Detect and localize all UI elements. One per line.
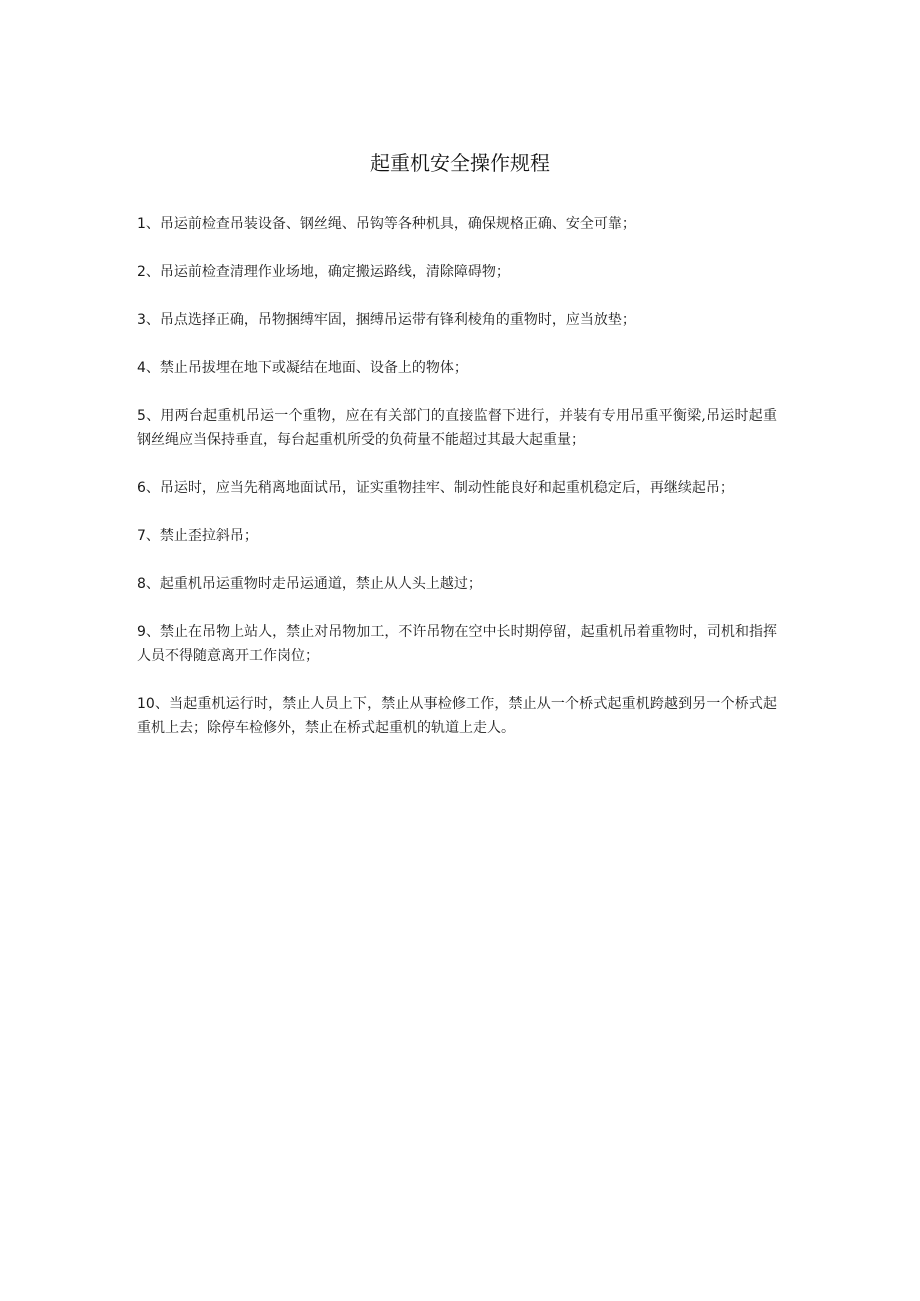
rule-number: 10 [137, 696, 155, 712]
rule-text: 、吊点选择正确，吊物捆缚牢固，捆缚吊运带有锋利棱角的重物时，应当放垫； [145, 312, 636, 328]
rule-text: 、吊运前检查清理作业场地，确定搬运路线，清除障碍物； [145, 264, 510, 280]
rule-number: 7 [137, 528, 146, 544]
rule-number: 8 [137, 576, 146, 592]
rule-number: 9 [137, 624, 146, 640]
rule-item-6 [137, 476, 777, 500]
rule-text: 、当起重机运行时，禁止人员上下，禁止从事检修工作，禁止从一个桥式起重机跨越到另一个桥式起重机上去；除停车检修外，禁止在桥式起重机的轨道上走人。 [137, 696, 777, 736]
rule-text: 、吊运前检查吊装设备、钢丝绳、吊钩等各种机具，确保规格正确、安全可靠； [145, 216, 636, 232]
rule-text: 、吊运时，应当先稍离地面试吊，证实重物挂牢、制动性能良好和起重机稳定后，再继续起吊； [145, 480, 734, 496]
rule-text: 、禁止吊拔埋在地下或凝结在地面、设备上的物体； [145, 360, 468, 376]
rule-item-2 [137, 260, 777, 284]
rule-number: 2 [137, 264, 146, 280]
rules-list [137, 212, 777, 764]
rule-number: 1 [137, 216, 146, 232]
rule-number: 6 [137, 480, 146, 496]
rule-item-7 [137, 524, 777, 548]
rule-item-3 [137, 308, 777, 332]
rule-number: 5 [137, 408, 146, 424]
rule-item-5 [137, 404, 777, 452]
rule-item-8 [137, 572, 777, 596]
rule-item-10 [137, 692, 777, 740]
rule-text: 、禁止歪拉斜吊； [145, 528, 258, 544]
rule-item-1 [137, 212, 777, 236]
rule-text: 、用两台起重机吊运一个重物，应在有关部门的直接监督下进行，并装有专用吊重平衡梁,吊运时起重钢丝绳应当保持垂直，每台起重机所受的负荷量不能超过其最大起重量； [137, 408, 777, 448]
rule-number: 3 [137, 312, 146, 328]
document-title: 起重机安全操作规程 [370, 151, 550, 175]
rule-item-9 [137, 620, 777, 668]
rule-text: 、起重机吊运重物时走吊运通道，禁止从人头上越过； [145, 576, 482, 592]
rule-text: 、禁止在吊物上站人，禁止对吊物加工，不许吊物在空中长时期停留，起重机吊着重物时，司机和指挥人员不得随意离开工作岗位； [137, 624, 777, 664]
rule-number: 4 [137, 360, 146, 376]
rule-item-4 [137, 356, 777, 380]
